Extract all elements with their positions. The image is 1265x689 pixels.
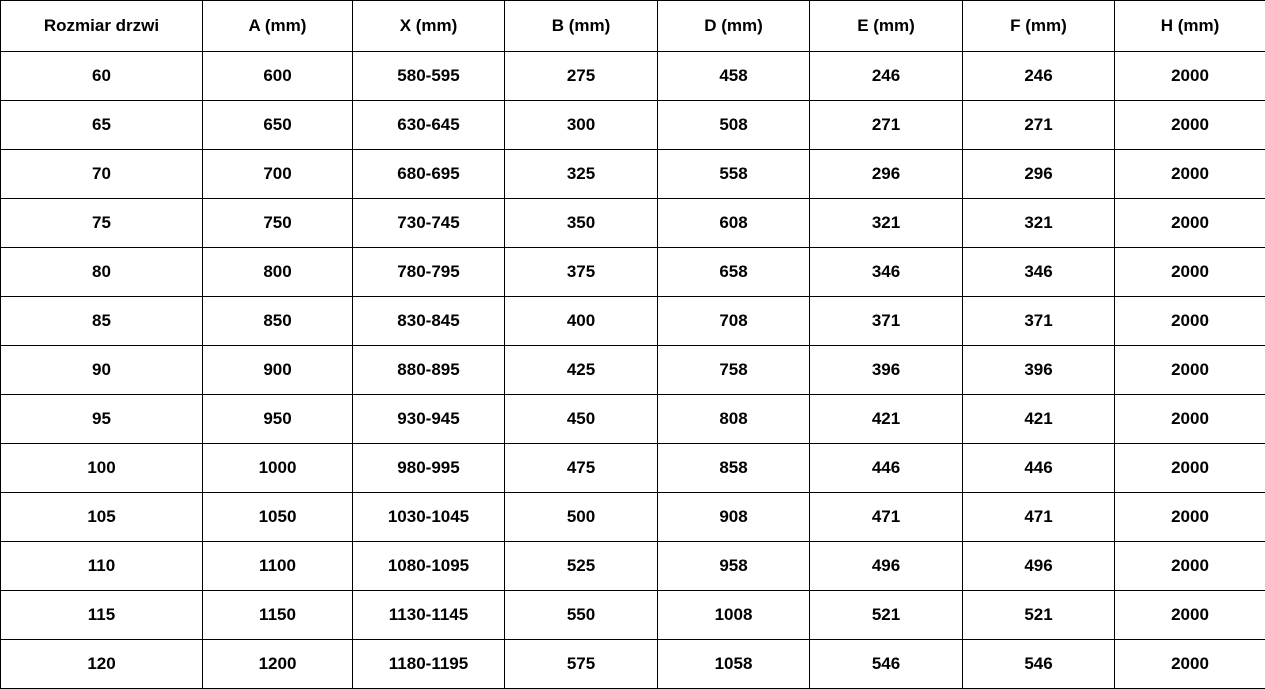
cell-d: 858 <box>658 444 810 493</box>
cell-e: 246 <box>810 52 963 101</box>
cell-h: 2000 <box>1115 52 1265 101</box>
cell-a: 850 <box>203 297 353 346</box>
table-row <box>1 591 1265 640</box>
cell-h: 2000 <box>1115 444 1265 493</box>
cell-e: 346 <box>810 248 963 297</box>
cell-door-size: 115 <box>1 591 203 640</box>
cell-a: 650 <box>203 101 353 150</box>
cell-h: 2000 <box>1115 101 1265 150</box>
table-row <box>1 52 1265 101</box>
cell-a: 1000 <box>203 444 353 493</box>
cell-f: 321 <box>963 199 1115 248</box>
column-header-a: A (mm) <box>203 1 353 52</box>
cell-x: 630-645 <box>353 101 505 150</box>
table-row <box>1 199 1265 248</box>
cell-a: 600 <box>203 52 353 101</box>
cell-b: 275 <box>505 52 658 101</box>
column-header-d: D (mm) <box>658 1 810 52</box>
cell-h: 2000 <box>1115 150 1265 199</box>
table-row <box>1 444 1265 493</box>
column-header-x: X (mm) <box>353 1 505 52</box>
cell-h: 2000 <box>1115 640 1265 689</box>
cell-a: 1050 <box>203 493 353 542</box>
cell-x: 1130-1145 <box>353 591 505 640</box>
cell-b: 425 <box>505 346 658 395</box>
cell-door-size: 80 <box>1 248 203 297</box>
table-row <box>1 346 1265 395</box>
cell-a: 1100 <box>203 542 353 591</box>
cell-a: 750 <box>203 199 353 248</box>
cell-b: 500 <box>505 493 658 542</box>
table-row <box>1 640 1265 689</box>
cell-f: 271 <box>963 101 1115 150</box>
column-header-h: H (mm) <box>1115 1 1265 52</box>
cell-door-size: 120 <box>1 640 203 689</box>
cell-a: 800 <box>203 248 353 297</box>
table-row <box>1 542 1265 591</box>
cell-b: 400 <box>505 297 658 346</box>
cell-x: 980-995 <box>353 444 505 493</box>
column-header-door-size: Rozmiar drzwi <box>1 1 203 52</box>
cell-f: 396 <box>963 346 1115 395</box>
cell-e: 321 <box>810 199 963 248</box>
cell-f: 471 <box>963 493 1115 542</box>
table-row <box>1 248 1265 297</box>
cell-e: 496 <box>810 542 963 591</box>
cell-b: 450 <box>505 395 658 444</box>
cell-d: 1058 <box>658 640 810 689</box>
cell-e: 546 <box>810 640 963 689</box>
cell-d: 758 <box>658 346 810 395</box>
cell-h: 2000 <box>1115 395 1265 444</box>
table-row <box>1 101 1265 150</box>
cell-f: 421 <box>963 395 1115 444</box>
cell-e: 421 <box>810 395 963 444</box>
cell-a: 1150 <box>203 591 353 640</box>
cell-f: 296 <box>963 150 1115 199</box>
cell-f: 371 <box>963 297 1115 346</box>
cell-e: 271 <box>810 101 963 150</box>
cell-f: 246 <box>963 52 1115 101</box>
cell-f: 346 <box>963 248 1115 297</box>
cell-b: 550 <box>505 591 658 640</box>
cell-e: 396 <box>810 346 963 395</box>
cell-door-size: 60 <box>1 52 203 101</box>
cell-f: 521 <box>963 591 1115 640</box>
cell-d: 1008 <box>658 591 810 640</box>
cell-x: 830-845 <box>353 297 505 346</box>
cell-h: 2000 <box>1115 248 1265 297</box>
table-row <box>1 297 1265 346</box>
cell-x: 1180-1195 <box>353 640 505 689</box>
cell-door-size: 75 <box>1 199 203 248</box>
cell-door-size: 90 <box>1 346 203 395</box>
column-header-f: F (mm) <box>963 1 1115 52</box>
cell-d: 658 <box>658 248 810 297</box>
cell-a: 900 <box>203 346 353 395</box>
cell-h: 2000 <box>1115 346 1265 395</box>
table-row <box>1 493 1265 542</box>
cell-door-size: 105 <box>1 493 203 542</box>
cell-e: 471 <box>810 493 963 542</box>
cell-x: 930-945 <box>353 395 505 444</box>
cell-a: 1200 <box>203 640 353 689</box>
cell-d: 508 <box>658 101 810 150</box>
cell-e: 446 <box>810 444 963 493</box>
cell-d: 708 <box>658 297 810 346</box>
cell-h: 2000 <box>1115 493 1265 542</box>
cell-door-size: 95 <box>1 395 203 444</box>
cell-a: 700 <box>203 150 353 199</box>
cell-e: 521 <box>810 591 963 640</box>
cell-x: 780-795 <box>353 248 505 297</box>
table-header-row <box>1 1 1265 52</box>
column-header-b: B (mm) <box>505 1 658 52</box>
cell-a: 950 <box>203 395 353 444</box>
cell-b: 300 <box>505 101 658 150</box>
cell-x: 1080-1095 <box>353 542 505 591</box>
cell-f: 496 <box>963 542 1115 591</box>
cell-door-size: 70 <box>1 150 203 199</box>
cell-x: 680-695 <box>353 150 505 199</box>
cell-e: 371 <box>810 297 963 346</box>
cell-f: 446 <box>963 444 1115 493</box>
cell-d: 808 <box>658 395 810 444</box>
table-row <box>1 395 1265 444</box>
cell-h: 2000 <box>1115 297 1265 346</box>
cell-h: 2000 <box>1115 591 1265 640</box>
cell-door-size: 85 <box>1 297 203 346</box>
cell-f: 546 <box>963 640 1115 689</box>
cell-d: 608 <box>658 199 810 248</box>
cell-h: 2000 <box>1115 199 1265 248</box>
cell-x: 580-595 <box>353 52 505 101</box>
cell-b: 325 <box>505 150 658 199</box>
cell-door-size: 110 <box>1 542 203 591</box>
cell-b: 375 <box>505 248 658 297</box>
cell-b: 350 <box>505 199 658 248</box>
cell-d: 458 <box>658 52 810 101</box>
cell-x: 730-745 <box>353 199 505 248</box>
cell-x: 1030-1045 <box>353 493 505 542</box>
cell-b: 525 <box>505 542 658 591</box>
cell-e: 296 <box>810 150 963 199</box>
cell-b: 575 <box>505 640 658 689</box>
cell-door-size: 65 <box>1 101 203 150</box>
table-body <box>1 52 1265 689</box>
cell-b: 475 <box>505 444 658 493</box>
table-header <box>1 1 1265 52</box>
cell-d: 908 <box>658 493 810 542</box>
column-header-e: E (mm) <box>810 1 963 52</box>
cell-door-size: 100 <box>1 444 203 493</box>
cell-h: 2000 <box>1115 542 1265 591</box>
table-row <box>1 150 1265 199</box>
cell-d: 958 <box>658 542 810 591</box>
cell-d: 558 <box>658 150 810 199</box>
cell-x: 880-895 <box>353 346 505 395</box>
